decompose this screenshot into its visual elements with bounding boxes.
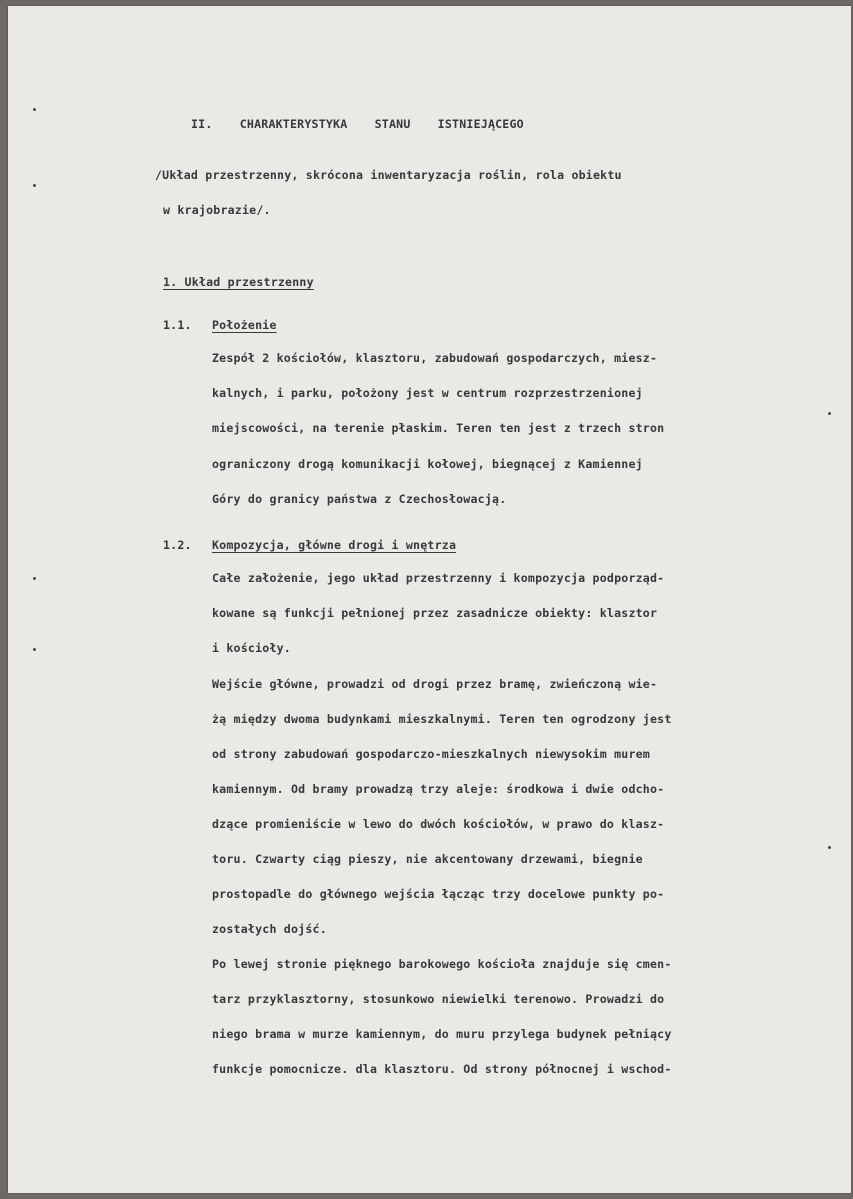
body-line: toru. Czwarty ciąg pieszy, nie akcentowany drzewami, biegnie [212, 852, 643, 866]
body-line: kamiennym. Od bramy prowadzą trzy aleje: środkowa i dwie odcho- [212, 782, 665, 796]
punch-mark [33, 184, 36, 187]
body-line: i kościoły. [212, 641, 291, 655]
punch-mark [33, 648, 36, 651]
body-line: żą między dwoma budynkami mieszkalnymi. Teren ten ogrodzony jest [212, 712, 672, 726]
body-line: tarz przyklasztorny, stosunkowo niewielki terenowo. Prowadzi do [212, 992, 665, 1006]
body-line: zostałych dojść. [212, 922, 327, 936]
intro-line: w krajobrazie/. [163, 203, 271, 217]
punch-mark [33, 108, 36, 111]
body-line: od strony zabudowań gospodarczo-mieszkalnych niewysokim murem [212, 747, 650, 761]
punch-mark [828, 412, 831, 415]
body-line: kalnych, i parku, położony jest w centrum rozprzestrzenionej [212, 386, 643, 400]
section-title: 1. Układ przestrzenny [163, 275, 314, 289]
body-line: Całe założenie, jego układ przestrzenny i kompozycja podporząd- [212, 571, 665, 585]
punch-mark [33, 577, 36, 580]
body-line: Góry do granicy państwa z Czechosłowacją. [212, 492, 507, 506]
body-line: Wejście główne, prowadzi od drogi przez bramę, zwieńczoną wie- [212, 677, 658, 691]
punch-mark [828, 846, 831, 849]
body-line: Po lewej stronie pięknego barokowego kościoła znajduje się cmen- [212, 957, 672, 971]
body-line: kowane są funkcji pełnionej przez zasadnicze obiekty: klasztor [212, 606, 658, 620]
subsection-title: Kompozycja, główne drogi i wnętrza [212, 538, 457, 552]
subsection-number: 1.2. [163, 538, 192, 552]
body-line: funkcje pomocnicze. dla klasztoru. Od strony północnej i wschod- [212, 1062, 672, 1076]
body-line: Zespół 2 kościołów, klasztoru, zabudowań gospodarczych, miesz- [212, 351, 658, 365]
subsection-title: Położenie [212, 318, 277, 332]
intro-line: /Układ przestrzenny, skrócona inwentaryzacja roślin, rola obiektu [155, 168, 622, 182]
body-line: niego brama w murze kamiennym, do muru przylega budynek pełniący [212, 1027, 672, 1041]
body-line: prostopadle do głównego wejścia łącząc trzy docelowe punkty po- [212, 887, 665, 901]
subsection-number: 1.1. [163, 318, 192, 332]
body-line: miejscowości, na terenie płaskim. Teren ten jest z trzech stron [212, 421, 665, 435]
chapter-heading: II. CHARAKTERYSTYKA STANU ISTNIEJĄCEGO [191, 117, 524, 131]
body-line: ograniczony drogą komunikacji kołowej, biegnącej z Kamiennej [212, 457, 643, 471]
body-line: dzące promieniście w lewo do dwóch kościołów, w prawo do klasz- [212, 817, 665, 831]
